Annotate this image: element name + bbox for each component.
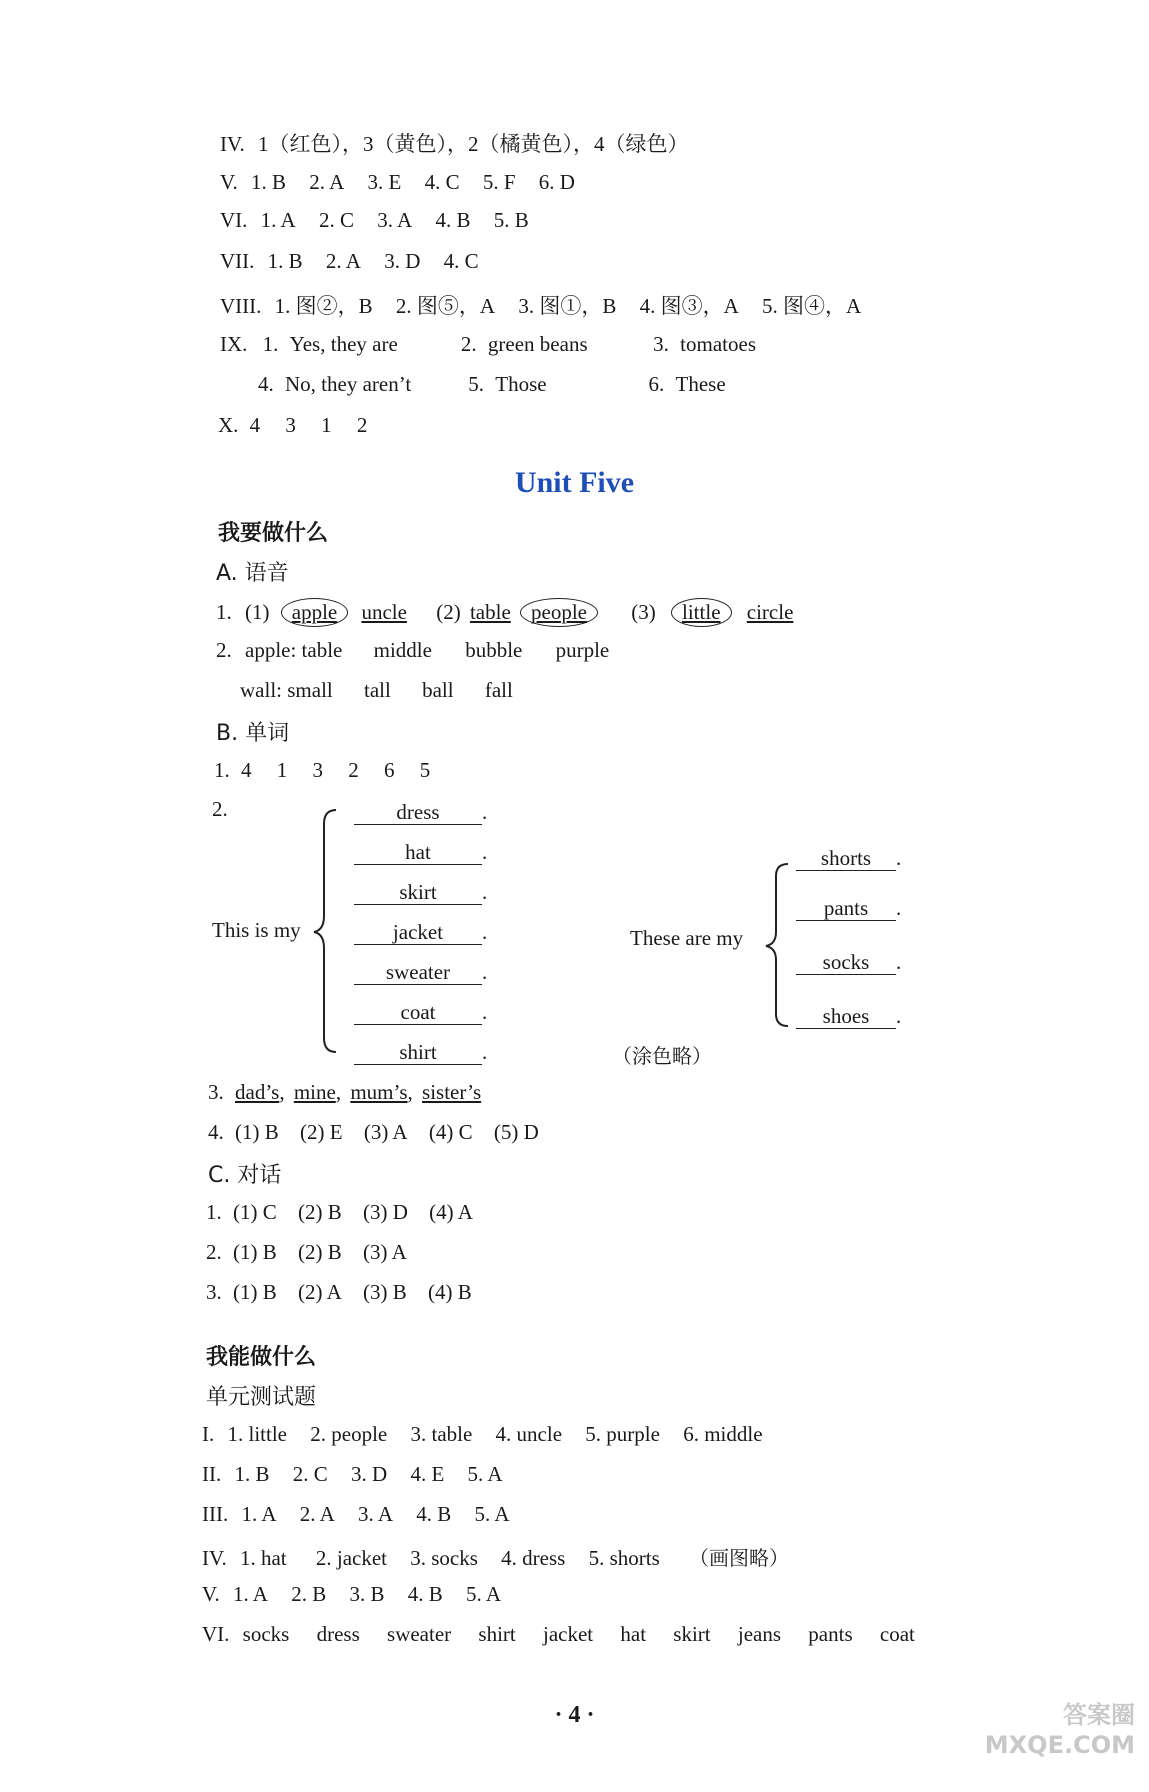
subsection-heading-a: A. 语音	[216, 561, 289, 586]
answer: 5. purple	[585, 1422, 660, 1446]
row-label: V.	[202, 1582, 220, 1606]
answer-row-vii	[220, 249, 479, 274]
answer: 2. A	[299, 1502, 335, 1526]
subsection-heading-c: C. 对话	[208, 1163, 282, 1188]
blank-row	[354, 1040, 487, 1065]
answer: 2. A	[325, 249, 361, 273]
page-number: · 4 ·	[554, 1702, 595, 1728]
answer: (4) C	[428, 1120, 473, 1144]
answer: 4. B	[435, 208, 471, 232]
drawing-note: （画图略）	[689, 1546, 790, 1570]
answer: 1. A	[241, 1502, 277, 1526]
answer: 2	[348, 758, 359, 782]
item-num: 2.	[216, 638, 232, 662]
answer: 4. dress	[501, 1546, 566, 1570]
answer: 3. B	[349, 1582, 385, 1606]
answer-row-ix-2	[258, 372, 726, 397]
section-heading: 我要做什么	[218, 521, 329, 546]
item-num: 1.	[262, 332, 279, 356]
answer-row-a2-2	[240, 678, 513, 703]
answer: 2. 图⑤，A	[395, 294, 496, 318]
answer: No, they aren’t	[285, 372, 412, 396]
word: uncle	[361, 600, 407, 624]
blank-row	[796, 950, 901, 975]
period: .	[896, 846, 902, 870]
answer-row-b3: 3. dad’s, mine, mum’s, sister’s	[208, 1080, 482, 1104]
answer: 1. A	[260, 208, 296, 232]
answer-row-test-v	[202, 1582, 501, 1607]
row-label: VI.	[202, 1622, 230, 1646]
period: .	[482, 840, 488, 864]
answer-row-test-iv	[202, 1542, 789, 1571]
answer: 3. A	[377, 208, 413, 232]
answer: (1) B	[233, 1240, 277, 1264]
answer-row-ix-1	[220, 332, 756, 357]
answer: 5. A	[466, 1582, 502, 1606]
answer: 3. A	[358, 1502, 394, 1526]
filled-blank: pants	[796, 896, 896, 921]
answer: (1) B	[233, 1280, 277, 1304]
sub-num: (1)	[245, 600, 270, 624]
answer: pants	[808, 1622, 853, 1646]
answer: (2) E	[300, 1120, 343, 1144]
answer: jacket	[543, 1622, 594, 1646]
answer: socks	[242, 1622, 290, 1646]
answer: coat	[879, 1622, 915, 1646]
answer: 6. middle	[683, 1422, 763, 1446]
item-num: 4.	[258, 372, 274, 396]
answer-text: 1（红色），3（黄色），2（橘黄色），4（绿色）	[257, 132, 689, 156]
period: .	[482, 800, 488, 824]
answer-row-a1	[216, 598, 793, 627]
answer-row-c3	[206, 1280, 472, 1305]
item-num: 4.	[208, 1120, 224, 1144]
answer: 1. hat	[239, 1546, 287, 1570]
answer: 2. jacket	[315, 1546, 387, 1570]
subsection-heading-b: B. 单词	[216, 721, 290, 746]
answer: 4. C	[443, 249, 479, 273]
filled-blank: shirt	[354, 1040, 482, 1065]
right-brace	[762, 862, 792, 1028]
answer: (2) B	[298, 1200, 342, 1224]
answer: 1. little	[227, 1422, 287, 1446]
period: .	[896, 896, 902, 920]
answer: tomatoes	[680, 332, 756, 356]
word: middle	[373, 638, 432, 662]
item-num: 1.	[216, 600, 232, 624]
answer: 1. B	[234, 1462, 270, 1486]
answer: 4. E	[410, 1462, 445, 1486]
answer: jeans	[737, 1622, 782, 1646]
answer: (2) A	[298, 1280, 342, 1304]
answer: mum’s	[350, 1080, 408, 1104]
left-brace	[310, 808, 340, 1054]
item-num: 3.	[653, 332, 669, 356]
filled-blank: shoes	[796, 1004, 896, 1029]
answer-row-viii	[220, 290, 861, 320]
answer: 5	[419, 758, 431, 782]
item-num: 3.	[206, 1280, 222, 1304]
filled-blank: shorts	[796, 846, 896, 871]
word: fall	[484, 678, 513, 702]
answer: (4) A	[429, 1200, 473, 1224]
coloring-note: （涂色略）	[612, 1044, 712, 1068]
row-label: IX.	[220, 332, 248, 356]
answer: (3) A	[363, 1240, 407, 1264]
answer: hat	[620, 1622, 647, 1646]
answer: 2. B	[291, 1582, 327, 1606]
period: .	[482, 960, 488, 984]
period: .	[896, 1004, 902, 1028]
answer: 4. C	[424, 170, 460, 194]
item-num: 2.	[206, 1240, 222, 1264]
filled-blank: skirt	[354, 880, 482, 905]
sub-num: (3)	[631, 600, 656, 624]
answer: 2	[356, 413, 368, 437]
filled-blank: coat	[354, 1000, 482, 1025]
item-num-b2: 2.	[212, 797, 228, 821]
answer: 1	[321, 413, 332, 437]
answer: 4	[241, 758, 252, 782]
item-num: 3.	[208, 1080, 224, 1104]
answer: (1) B	[235, 1120, 279, 1144]
period: .	[482, 1000, 488, 1024]
answer: 5. F	[482, 170, 516, 194]
period: .	[482, 880, 488, 904]
answer: 5. A	[474, 1502, 510, 1526]
answer: Yes, they are	[289, 332, 398, 356]
answer: 1. 图②，B	[274, 294, 373, 318]
answer: 1	[276, 758, 288, 782]
answer-row-v	[220, 170, 575, 195]
answer: 5. 图④，A	[762, 294, 862, 318]
answer: 2. C	[318, 208, 354, 232]
answer: skirt	[673, 1622, 711, 1646]
answer: 3. socks	[410, 1546, 478, 1570]
answer: (3) A	[363, 1120, 408, 1144]
item-num: 1.	[214, 758, 230, 782]
row-label: III.	[202, 1502, 229, 1526]
answer: 5. A	[467, 1462, 503, 1486]
answer-row-vi	[220, 208, 529, 233]
blank-row	[354, 800, 487, 825]
answer: These	[675, 372, 726, 396]
answer: 4	[249, 413, 261, 437]
blank-row	[354, 1000, 487, 1025]
blank-row	[796, 1004, 901, 1029]
answer: 4. B	[407, 1582, 443, 1606]
answer-row-test-ii	[202, 1462, 503, 1487]
answer: (5) D	[493, 1120, 539, 1144]
answer-row-test-vi	[202, 1622, 915, 1647]
answer: 3	[285, 413, 296, 437]
section-heading-2: 我能做什么	[206, 1345, 317, 1370]
answer: 5. shorts	[588, 1546, 660, 1570]
answer: (1) C	[233, 1200, 277, 1224]
blank-row	[354, 840, 487, 865]
answer: 5. B	[493, 208, 529, 232]
row-label: VIII.	[220, 294, 262, 318]
answer: dad’s	[235, 1080, 280, 1104]
circled-word: apple	[291, 600, 338, 624]
answer: green beans	[487, 332, 588, 356]
answer: 3. D	[351, 1462, 388, 1486]
answer: (2) B	[298, 1240, 342, 1264]
word-group: wall: small	[240, 678, 333, 702]
this-is-my-label: This is my	[212, 918, 301, 942]
answer: sister’s	[422, 1080, 482, 1104]
watermark-logo: 答案圈 MXQE.COM	[984, 1701, 1135, 1759]
row-label: I.	[202, 1422, 215, 1446]
answer: 3. E	[367, 170, 402, 194]
word: purple	[555, 638, 610, 662]
answer-row-b1	[214, 758, 430, 783]
item-num: 6.	[648, 372, 665, 396]
answer-row-b4	[208, 1120, 539, 1145]
blank-row	[796, 846, 901, 871]
answer-row-c2	[206, 1240, 407, 1265]
circled-word: little	[682, 600, 721, 624]
answer: 4. B	[416, 1502, 452, 1526]
answer: 2. people	[310, 1422, 388, 1446]
filled-blank: hat	[354, 840, 482, 865]
answer: 3. D	[384, 249, 421, 273]
period: .	[482, 920, 488, 944]
answer: Those	[495, 372, 547, 396]
sub-num: (2)	[436, 600, 461, 624]
answer-row-c1	[206, 1200, 473, 1225]
row-label: II.	[202, 1462, 222, 1486]
word: ball	[422, 678, 454, 702]
row-label: IV.	[202, 1546, 227, 1570]
filled-blank: jacket	[354, 920, 482, 945]
answer: (4) B	[428, 1280, 472, 1304]
subsection-heading-test: 单元测试题	[206, 1385, 317, 1410]
answer-row-x	[218, 413, 367, 438]
answer-row-a2-1	[216, 638, 609, 663]
filled-blank: socks	[796, 950, 896, 975]
answer: 3. 图①，B	[518, 294, 617, 318]
period: .	[896, 950, 902, 974]
answer: 1. A	[232, 1582, 268, 1606]
answer: 4. 图③，A	[639, 294, 739, 318]
answer: 6	[384, 758, 395, 782]
word: circle	[746, 600, 794, 624]
answer: sweater	[387, 1622, 452, 1646]
item-num: 1.	[206, 1200, 222, 1224]
row-label: X.	[218, 413, 239, 437]
answer: 2. A	[309, 170, 345, 194]
answer: 2. C	[292, 1462, 328, 1486]
item-num: 2.	[460, 332, 477, 356]
answer: dress	[316, 1622, 360, 1646]
row-label: V.	[220, 170, 238, 194]
these-are-my-label: These are my	[630, 926, 744, 950]
item-num: 5.	[468, 372, 484, 396]
answer: (3) B	[363, 1280, 407, 1304]
row-label: VI.	[220, 208, 248, 232]
answer: 3	[312, 758, 323, 782]
answer: 6. D	[538, 170, 575, 194]
circled-word: people	[531, 600, 588, 624]
answer-row-test-iii	[202, 1502, 510, 1527]
word: table	[469, 600, 511, 624]
filled-blank: dress	[354, 800, 482, 825]
blank-row	[354, 960, 487, 985]
word: tall	[364, 678, 391, 702]
word: bubble	[465, 638, 523, 662]
answer: 1. B	[250, 170, 286, 194]
filled-blank: sweater	[354, 960, 482, 985]
answer-row-iv	[220, 128, 688, 158]
answer: (3) D	[363, 1200, 408, 1224]
answer: 1. B	[267, 249, 303, 273]
period: .	[482, 1040, 488, 1064]
blank-row	[354, 880, 487, 905]
blank-row	[354, 920, 487, 945]
blank-row	[796, 896, 901, 921]
answer: 3. table	[410, 1422, 473, 1446]
answer: shirt	[478, 1622, 516, 1646]
answer: mine	[293, 1080, 336, 1104]
row-label: IV.	[220, 132, 245, 156]
answer: 4. uncle	[495, 1422, 563, 1446]
answer-row-test-i	[202, 1422, 763, 1447]
row-label: VII.	[220, 249, 255, 273]
unit-title: Unit Five	[514, 466, 635, 499]
word-group: apple: table	[245, 638, 343, 662]
